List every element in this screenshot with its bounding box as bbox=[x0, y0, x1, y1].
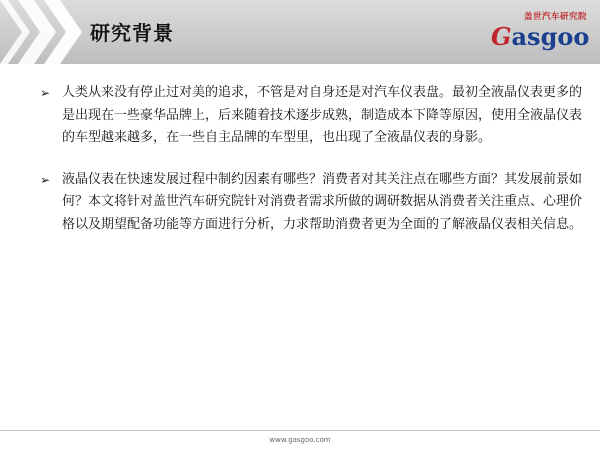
footer-divider bbox=[0, 430, 600, 431]
bullet-text: 液晶仪表在快速发展过程中制约因素有哪些？消费者对其关注点在哪些方面？其发展前景如何？本文将针对盖世汽车研究院针对消费者需求所做的调研数据从消费者关注重点、心理价格以及期望配备功能等方面进行分析，力求帮助消费者更为全面的了解液晶仪表相关信息。 bbox=[62, 171, 583, 232]
logo-wordmark bbox=[491, 22, 589, 51]
logo-word-rest: asgoo bbox=[511, 22, 590, 51]
gasgoo-logo bbox=[487, 10, 593, 56]
bullet-item bbox=[40, 82, 588, 150]
logo-g-letter: G bbox=[491, 22, 512, 51]
arrow-bullet-icon: ➢ bbox=[40, 86, 51, 100]
bullet-item bbox=[40, 169, 588, 237]
logo-chinese-text: 盖世汽车研究院 bbox=[523, 12, 587, 22]
arrow-bullet-icon: ➢ bbox=[40, 172, 51, 187]
bullet-text: 人类从来没有停止过对美的追求，不管是对自身还是对汽车仪表盘。最初全液晶仪表更多的是出现在一些豪华品牌上，后来随着技术逐步成熟，制造成本下降等原因，使用全液晶仪表的车型越来越多，在一些自主品牌的车型里，也出现了全液晶仪表的身影。 bbox=[62, 85, 583, 145]
footer-url: www.gasgoo.com bbox=[269, 436, 331, 444]
slide-content bbox=[40, 82, 588, 255]
page-title: 研究背景 bbox=[90, 21, 174, 45]
slide-header bbox=[0, 0, 600, 64]
chevron-decoration-icon bbox=[0, 0, 86, 64]
